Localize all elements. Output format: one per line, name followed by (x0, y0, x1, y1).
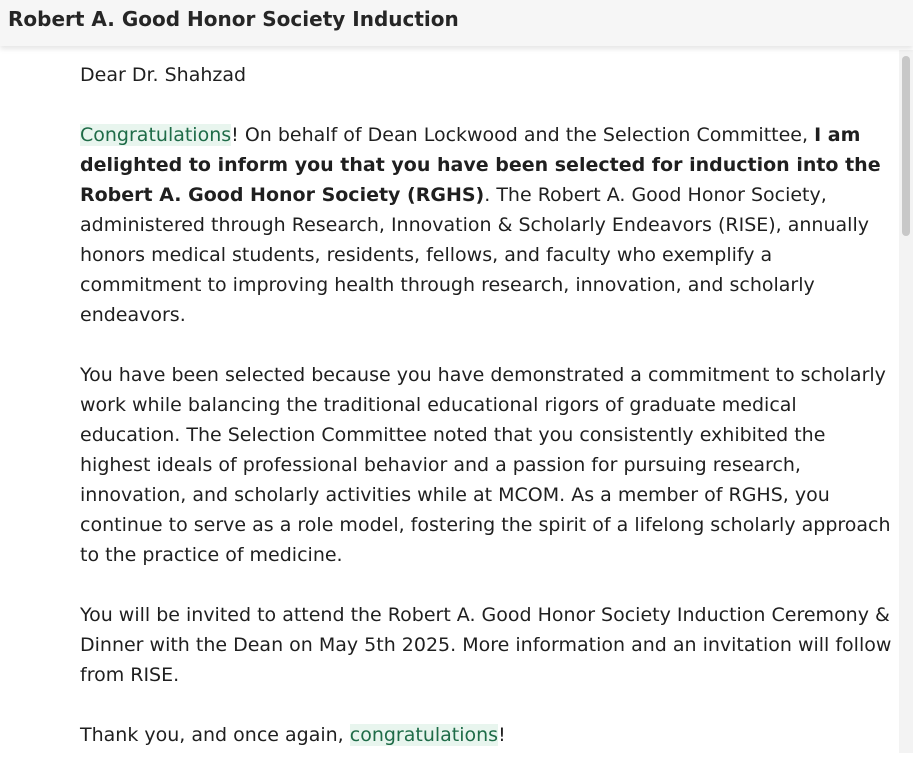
scrollbar-thumb[interactable] (902, 56, 910, 236)
closing-punctuation: ! (498, 724, 506, 746)
paragraph-text: . The Robert A. Good Honor Society, administered through Research, Innovation & Scholarly Endeavors (RISE), annually honors medical students, residents, fellows, and faculty who exemplify a commitment to improving health through research, innovation, and scholarly endeavors. (80, 184, 869, 326)
closing-text: Thank you, and once again, (80, 724, 350, 746)
highlighted-word: congratulations (349, 724, 499, 746)
paragraph-text: ! On behalf of Dean Lockwood and the Selection Committee, (231, 124, 815, 146)
paragraph-selection-reason: You have been selected because you have demonstrated a commitment to scholarly work while balancing the traditional educational rigors of graduate medical education. The Selection Committee noted that you consistently exhibited the highest ideals of professional behavior and a passion for pursuing research, innovation, and scholarly activities while at MCOM. As a member of RGHS, you continue to serve as a role model, fostering the spirit of a lifelong scholarly approach to the practice of medicine. (80, 364, 891, 566)
paragraph-invitation: You will be invited to attend the Robert A. Good Honor Society Induction Ceremony & Dinner with the Dean on May 5th 2025. More information and an invitation will follow from RISE. (80, 604, 892, 686)
highlighted-word: Congratulations (80, 124, 232, 146)
bold-announcement: I am delighted to inform you that you have been selected for induction into the Robert A. Good Honor Society (RGHS) (80, 124, 881, 206)
email-body (80, 60, 896, 780)
email-header (0, 0, 913, 46)
paragraph-congratulations (80, 120, 896, 330)
closing-line (80, 720, 896, 750)
salutation: Dear Dr. Shahzad (80, 64, 247, 86)
email-subject: Robert A. Good Honor Society Induction (8, 7, 459, 31)
